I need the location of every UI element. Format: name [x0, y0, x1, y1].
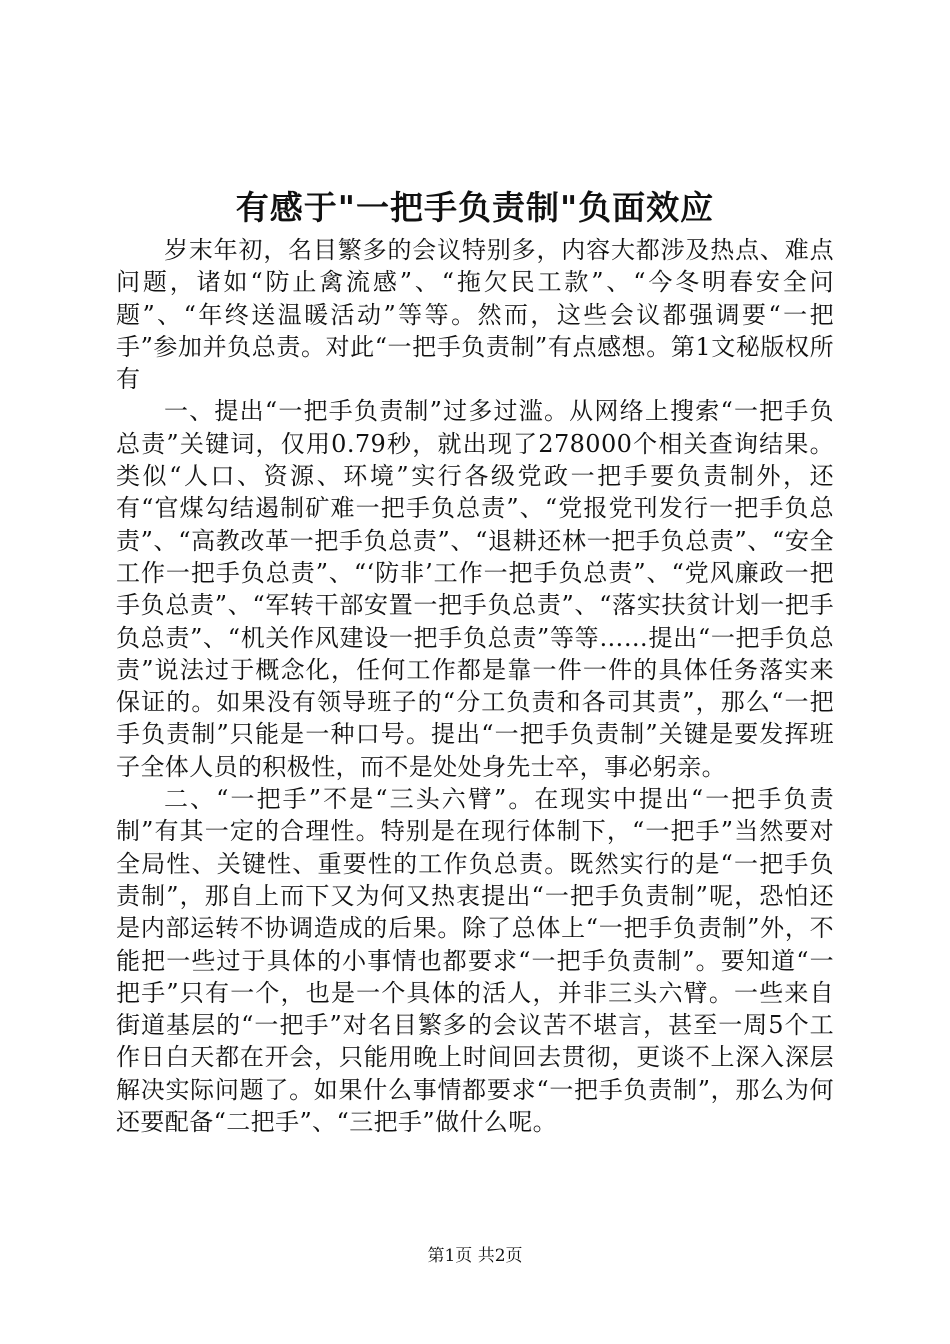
paragraph-point-one: 一、提出“一把手负责制”过多过滥。从网络上搜索“一把手负总责”关键词，仅用0.79秒，就出现了278000个相关查询结果。类似“人口、资源、环境”实行各级党政一把手要负责制外，还有“官煤勾结遏制矿难一把手负总责”、“党报党刊发行一把手负总责”、“高教改革一把手负总责”、“退耕还林一把手负总责”、“安全工作一把手负总责”、“‘防非’工作一把手负总责”、“党风廉政一把手负总责”、“军转干部安置一把手负总责”、“落实扶贫计划一把手负总责”、“机关作风建设一把手负总责”等等……提出“一把手负总责”说法过于概念化，任何工作都是靠一件一件的具体任务落实来保证的。如果没有领导班子的“分工负责和各司其责”，那么“一把手负责制”只能是一种口号。提出“一把手负责制”关键是要发挥班子全体人员的积极性，而不是处处身先士卒，事必躬亲。 — [116, 397, 834, 781]
paragraph-intro: 岁末年初，名目繁多的会议特别多，内容大都涉及热点、难点问题，诸如“防止禽流感”、“拖欠民工款”、“今冬明春安全问题”、“年终送温暖活动”等等。然而，这些会议都强调要“一把手”参加并负总责。对此“一把手负责制”有点感想。第1文秘版权所有 — [116, 236, 834, 394]
paragraph-point-two: 二、“一把手”不是“三头六臂”。在现实中提出“一把手负责制”有其一定的合理性。特别是在现行体制下，“一把手”当然要对全局性、关键性、重要性的工作负总责。既然实行的是“一把手负责制”，那自上而下又为何又热衷提出“一把手负责制”呢，恐怕还是内部运转不协调造成的后果。除了总体上“一把手负责制”外，不能把一些过于具体的小事情也都要求“一把手负责制”。要知道“一把手”只有一个，也是一个具体的活人，并非三头六臂。一些来自街道基层的“一把手”对名目繁多的会议苦不堪言，甚至一周5个工作日白天都在开会，只能用晚上时间回去贯彻，更谈不上深入深层解决实际问题了。如果什么事情都要求“一把手负责制”，那么为何还要配备“二把手”、“三把手”做什么呢。 — [116, 785, 834, 1137]
document-title: 有感于"一把手负责制"负面效应 — [235, 188, 715, 227]
page-footer: 第1页 共2页 — [427, 1246, 523, 1266]
document-body — [116, 234, 834, 1138]
